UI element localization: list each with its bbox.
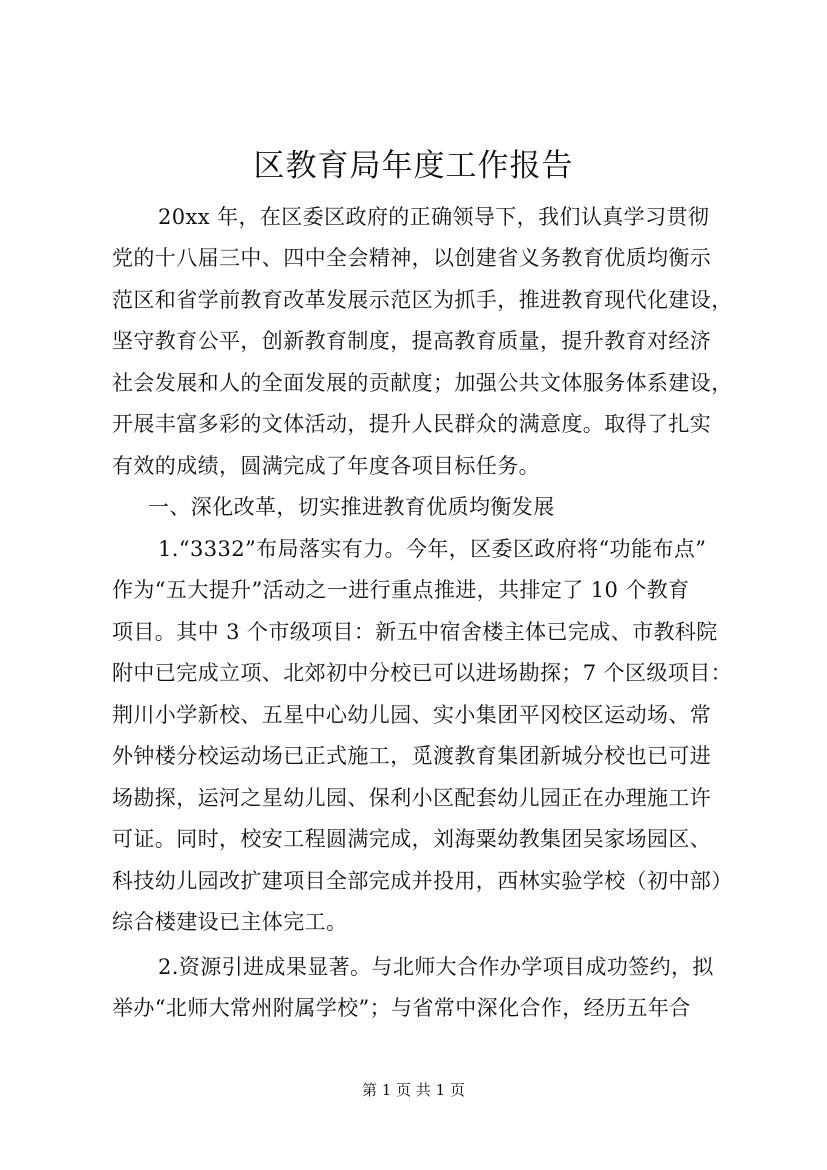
paragraph-line: 党的十八届三中、四中全会精神，以创建省义务教育优质均衡示 xyxy=(112,246,712,270)
paragraph-line: 荆川小学新校、五星中心幼儿园、实小集团平冈校区运动场、常 xyxy=(112,703,712,727)
paragraph-line: 可证。同时，校安工程圆满完成，刘海粟幼教集团吴家场园区、 xyxy=(112,827,712,851)
paragraph-line: 附中已完成立项、北郊初中分校已可以进场勘探；7 个区级项目： xyxy=(112,661,733,685)
paragraph-line: 有效的成绩，圆满完成了年度各项目标任务。 xyxy=(112,454,540,478)
section-heading: 一、深化改革，切实推进教育优质均衡发展 xyxy=(148,495,555,519)
paragraph-line: 作为“五大提升”活动之一进行重点推进，共排定了 10 个教育 xyxy=(112,578,690,602)
page-number-footer: 第 1 页 共 1 页 xyxy=(362,1081,465,1099)
paragraph-line: 场勘探，运河之星幼儿园、保利小区配套幼儿园正在办理施工许 xyxy=(112,786,712,810)
paragraph-line: 外钟楼分校运动场已正式施工，觅渡教育集团新城分校也已可进 xyxy=(112,744,712,768)
paragraph-line: 举办“北师大常州附属学校”；与省常中深化合作，经历五年合 xyxy=(112,996,691,1020)
paragraph-line: 科技幼儿园改扩建项目全部完成并投用，西林实验学校（初中部） xyxy=(112,869,733,893)
paragraph-line: 范区和省学前教育改革发展示范区为抓手，推进教育现代化建设， xyxy=(112,288,733,312)
paragraph-line: 2.资源引进成果显著。与北师大合作办学项目成功签约，拟 xyxy=(158,955,714,979)
document-title: 区教育局年度工作报告 xyxy=(253,148,574,184)
paragraph-line: 1.“3332”布局落实有力。今年，区委区政府将“功能布点” xyxy=(158,537,707,561)
paragraph-line: 项目。其中 3 个市级项目：新五中宿舍楼主体已完成、市教科院 xyxy=(112,620,718,644)
paragraph-line: 综合楼建设已主体完工。 xyxy=(112,910,348,934)
paragraph-line: 20xx 年，在区委区政府的正确领导下，我们认真学习贯彻 xyxy=(158,205,710,229)
paragraph-line: 坚守教育公平，创新教育制度，提高教育质量，提升教育对经济 xyxy=(112,329,712,353)
paragraph-line: 开展丰富多彩的文体活动，提升人民群众的满意度。取得了扎实 xyxy=(112,412,712,436)
paragraph-line: 社会发展和人的全面发展的贡献度；加强公共文体服务体系建设， xyxy=(112,371,733,395)
